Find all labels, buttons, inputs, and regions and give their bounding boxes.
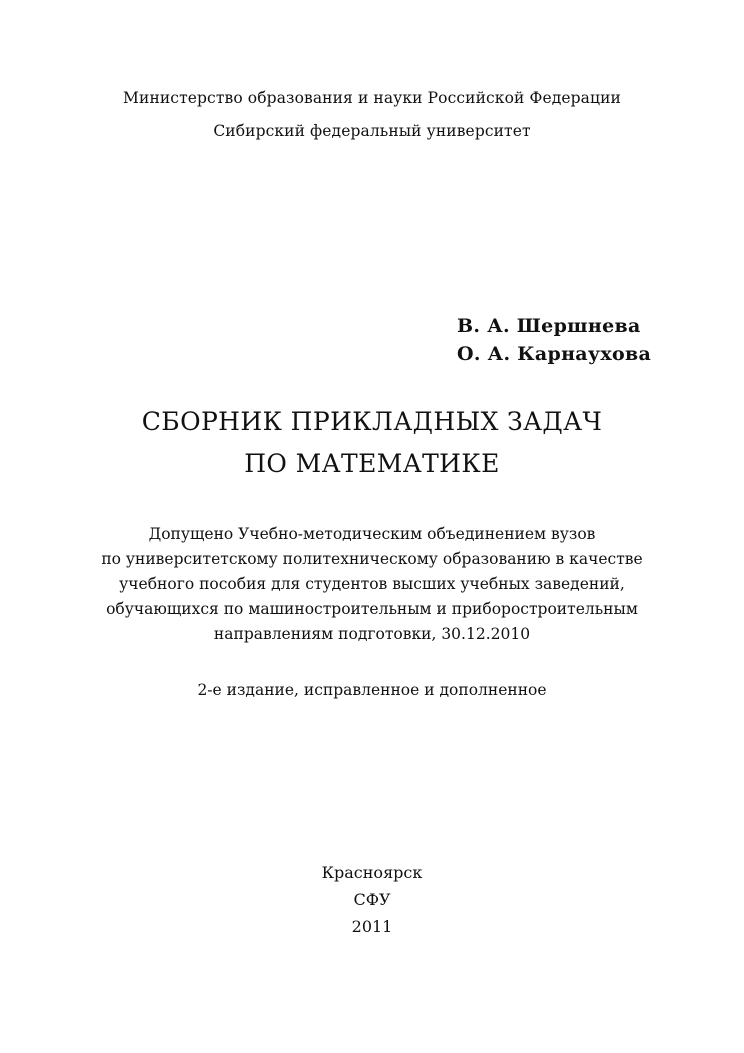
approval-text-line: по университетскому политехническому образованию в качестве bbox=[101, 550, 643, 568]
book-title-line-2: ПО МАТЕМАТИКЕ bbox=[244, 449, 500, 478]
book-title-line-1: СБОРНИК ПРИКЛАДНЫХ ЗАДАЧ bbox=[141, 407, 603, 436]
authors-block bbox=[457, 312, 717, 368]
approval-text-line: направлениям подготовки, 30.12.2010 bbox=[213, 625, 531, 643]
ministry-name: Министерство образования и науки Российской Федерации bbox=[123, 89, 621, 107]
imprint-year: 2011 bbox=[351, 917, 393, 936]
approval-text-line: обучающихся по машиностроительным и приборостроительным bbox=[106, 600, 638, 618]
imprint-publisher: СФУ bbox=[353, 890, 391, 909]
author-name: В. А. Шершнева bbox=[457, 315, 641, 337]
imprint-city: Красноярск bbox=[321, 863, 423, 882]
approval-text-line: учебного пособия для студентов высших учебных заведений, bbox=[119, 575, 625, 593]
author-name: О. А. Карнаухова bbox=[457, 343, 652, 365]
university-name: Сибирский федеральный университет bbox=[213, 122, 531, 140]
edition-note: 2-е издание, исправленное и дополненное bbox=[197, 681, 547, 699]
approval-text-line: Допущено Учебно-методическим объединением вузов bbox=[148, 525, 596, 543]
